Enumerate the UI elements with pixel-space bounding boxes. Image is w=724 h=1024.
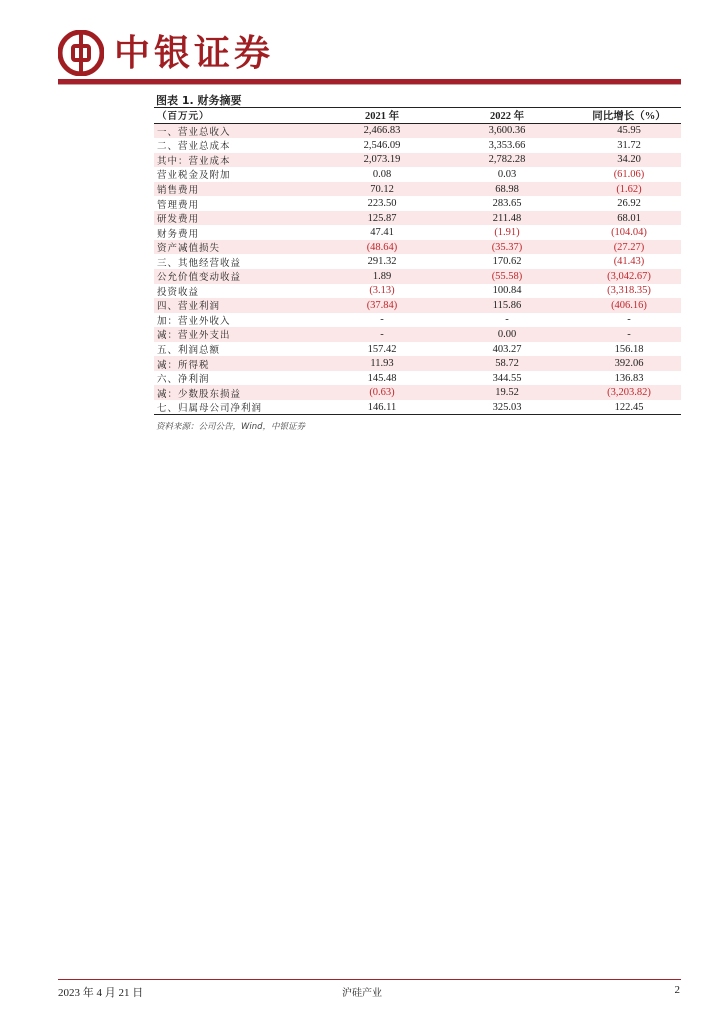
table-row [154,385,681,400]
value-2021: (0.63) [369,387,395,399]
row-label: 财务费用 [157,228,200,240]
table-row [154,153,681,168]
value-2022: (55.58) [491,270,523,282]
row-label: 五、利润总额 [157,345,221,357]
brand-name: 中银证券 [114,32,275,74]
value-2021: 0.08 [372,168,392,180]
column-header-unit: （百万元） [157,111,210,123]
table-row [154,342,681,357]
table-row [154,182,681,197]
value-2021: 70.12 [370,183,394,195]
row-label: 营业税金及附加 [157,170,231,182]
value-yoy: 156.18 [614,343,644,355]
value-2021: 1.89 [372,270,392,282]
value-yoy: (406.16) [611,299,647,311]
value-2022: 211.48 [492,212,522,224]
value-2022: 58.72 [495,358,519,370]
table-row [154,211,681,226]
value-yoy: - [627,314,631,326]
table-row [154,284,681,299]
value-yoy: 45.95 [617,125,641,137]
value-2022: 0.03 [497,168,517,180]
row-label: 减：少数股东损益 [157,388,242,400]
table-row [154,298,681,313]
value-2021: 125.87 [367,212,397,224]
value-2022: 100.84 [492,285,522,297]
footer-doc-title: 沪硅产业 [342,988,382,999]
value-2021: 146.11 [367,401,397,413]
value-yoy: (27.27) [613,241,645,253]
row-label: 公允价值变动收益 [157,272,242,284]
value-2021: 157.42 [367,343,397,355]
value-2022: 19.52 [495,387,519,399]
column-header-2022: 2022 年 [489,110,525,122]
value-2021: 47.41 [370,227,394,239]
row-label: 六、净利润 [157,374,210,386]
value-2022: (35.37) [491,241,523,253]
value-yoy: (3,318.35) [607,285,651,297]
value-yoy: (104.04) [611,227,647,239]
column-header-yoy: 同比增长（%） [592,110,666,122]
value-yoy: 136.83 [614,372,644,384]
row-label: 销售费用 [157,185,200,196]
column-header-2021: 2021 年 [364,110,400,122]
row-label: 减：营业外支出 [157,330,231,342]
table-row [154,196,681,211]
footer-rule [58,979,681,980]
value-yoy: 26.92 [617,198,641,210]
table-body [154,124,681,415]
value-yoy: 34.20 [617,154,641,166]
value-yoy: - [627,328,631,340]
value-2021: 2,466.83 [363,125,401,137]
table-row [154,313,681,328]
table-header-row [154,108,681,123]
value-2021: 223.50 [367,198,397,210]
row-label: 其中：营业成本 [157,155,231,167]
value-yoy: 68.01 [617,212,641,224]
table-row [154,225,681,240]
value-2022: - [505,314,509,326]
row-label: 加：营业外收入 [157,315,231,327]
figure-title: 图表 1. 财务摘要 [156,94,242,107]
table-row [154,138,681,153]
table-row [154,371,681,386]
value-2021: 291.32 [367,256,397,268]
value-yoy: (3,042.67) [607,270,651,282]
value-2022: 403.27 [492,343,522,355]
table-bottom-rule [154,414,681,415]
value-2021: (48.64) [366,241,398,253]
row-label: 管理费用 [157,199,200,211]
table-row [154,167,681,182]
value-yoy: 31.72 [617,139,641,151]
value-2022: 68.98 [495,183,519,195]
value-2021: 2,073.19 [363,154,401,166]
value-yoy: (61.06) [613,168,645,180]
table-row [154,269,681,284]
row-label: 七、归属母公司净利润 [157,403,263,415]
table-row [154,254,681,269]
brand-logo [58,30,274,76]
table-row [154,124,681,139]
value-2022: (1.91) [494,227,520,239]
row-label: 四、营业利润 [157,301,221,313]
value-2022: 344.55 [492,372,522,384]
value-2022: 2,782.28 [488,154,526,166]
value-yoy: 392.06 [614,358,644,370]
table-row [154,240,681,255]
value-yoy: (3,203.82) [607,387,651,399]
page-number: 2 [674,984,680,996]
value-2022: 0.00 [497,328,517,340]
value-2021: (37.84) [366,299,398,311]
financial-summary-table [154,107,681,415]
bank-of-china-logo-icon [58,30,104,76]
value-2021: 145.48 [367,372,397,384]
value-2022: 283.65 [492,198,522,210]
row-label: 研发费用 [157,214,200,226]
value-yoy: (1.62) [616,183,642,195]
value-2022: 115.86 [492,299,522,311]
row-label: 一、营业总收入 [157,126,231,138]
value-2021: (3.13) [369,285,395,297]
header-rule-thin [58,84,681,85]
row-label: 三、其他经营收益 [157,257,242,269]
value-2022: 3,600.36 [488,125,526,137]
value-2022: 325.03 [492,401,522,413]
value-2021: - [380,314,384,326]
table-row [154,400,681,415]
value-yoy: 122.45 [614,401,644,413]
value-yoy: (41.43) [613,256,645,268]
row-label: 二、营业总成本 [157,141,231,153]
table-row [154,327,681,342]
value-2021: - [380,328,384,340]
row-label: 减：所得税 [157,359,210,371]
value-2022: 170.62 [492,256,522,268]
footer-date: 2023 年 4 月 21 日 [58,987,144,999]
value-2021: 2,546.09 [363,139,401,151]
row-label: 资产减值损失 [157,243,221,255]
source-note: 资料来源：公司公告，Wind，中银证券 [156,422,306,432]
value-2021: 11.93 [370,358,394,370]
row-label: 投资收益 [157,286,200,298]
table-row [154,356,681,371]
value-2022: 3,353.66 [488,139,526,151]
